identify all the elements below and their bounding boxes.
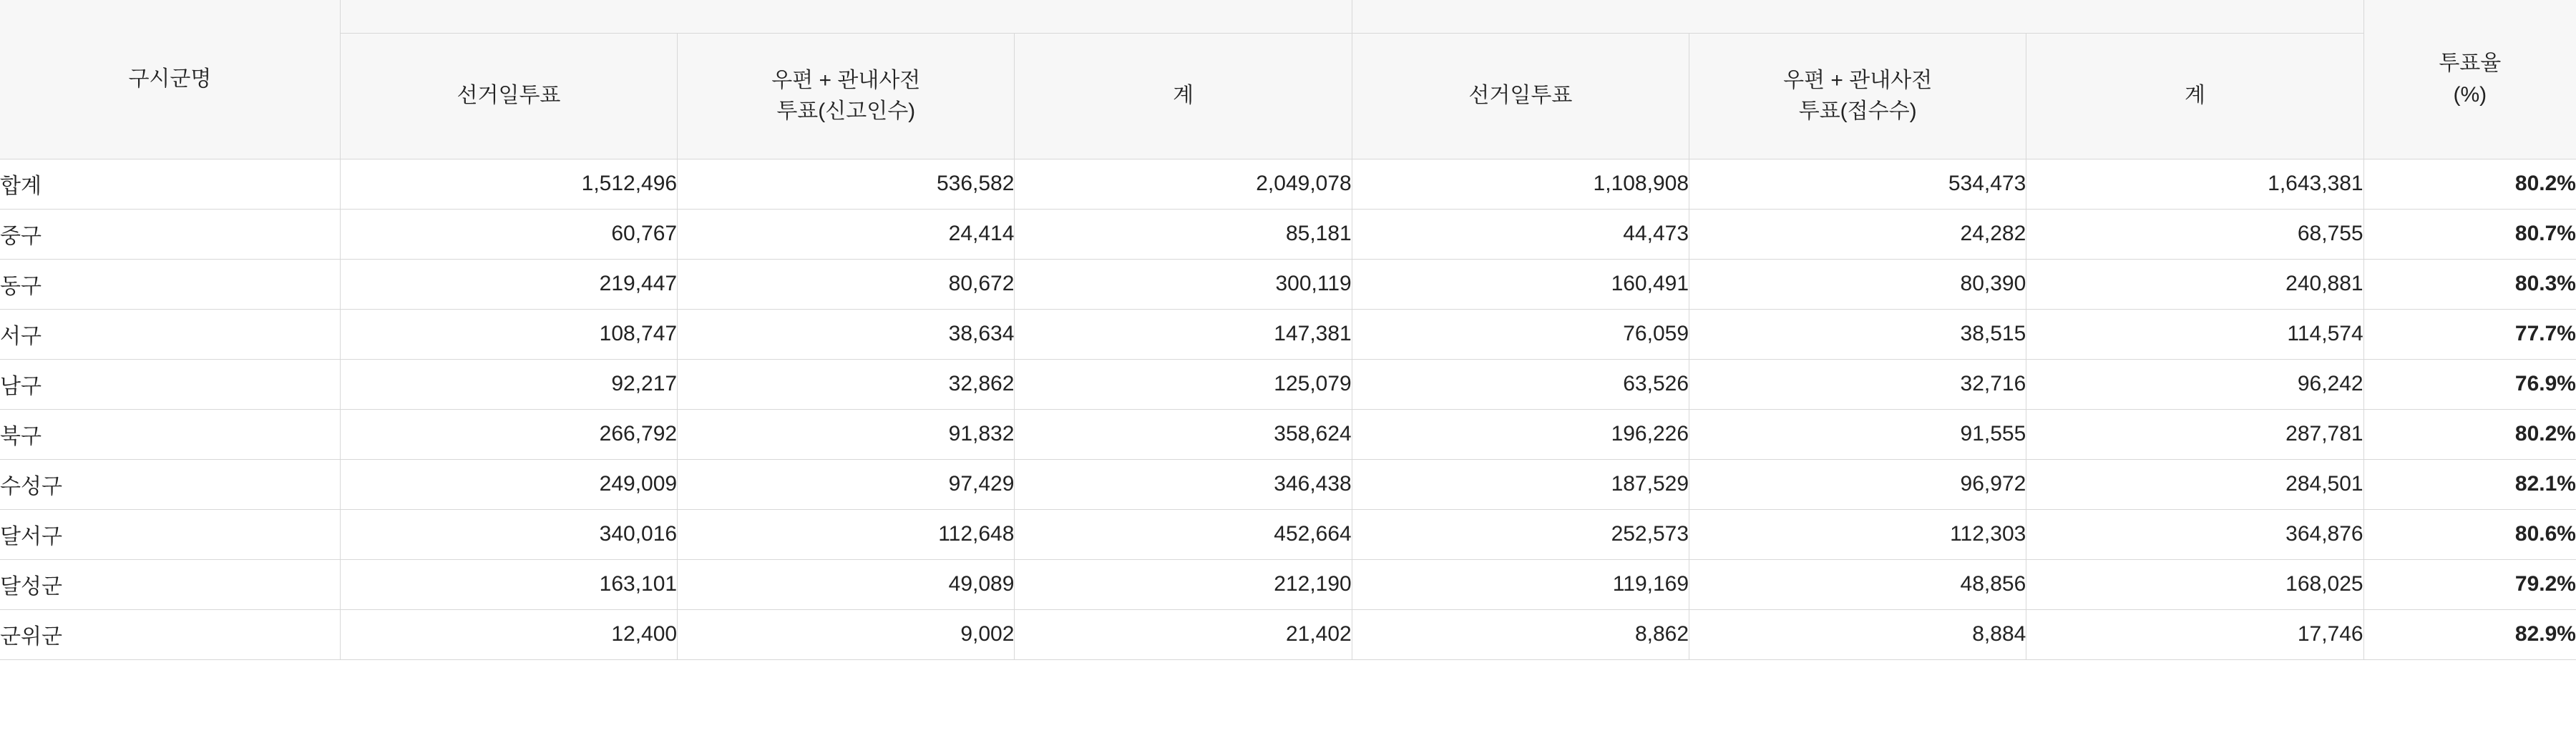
cell-turnout: 80.7%	[2363, 209, 2576, 259]
cell-region: 동구	[0, 259, 340, 309]
header-subcol-1	[678, 33, 1015, 159]
cell-value-2: 21,402	[1015, 609, 1352, 659]
table-row	[0, 359, 2576, 409]
cell-value-4: 80,390	[1689, 259, 2026, 309]
cell-value-3: 160,491	[1352, 259, 1689, 309]
header-row-subcolumns	[0, 33, 2576, 159]
cell-region: 수성구	[0, 459, 340, 509]
cell-value-3: 63,526	[1352, 359, 1689, 409]
cell-value-2: 300,119	[1015, 259, 1352, 309]
cell-turnout: 79.2%	[2363, 559, 2576, 609]
cell-region: 중구	[0, 209, 340, 259]
cell-region: 달서구	[0, 509, 340, 559]
cell-turnout: 77.7%	[2363, 309, 2576, 359]
cell-value-3: 187,529	[1352, 459, 1689, 509]
cell-value-4: 112,303	[1689, 509, 2026, 559]
cell-value-4: 32,716	[1689, 359, 2026, 409]
cell-value-4: 48,856	[1689, 559, 2026, 609]
cell-value-0: 219,447	[340, 259, 677, 309]
cell-value-5: 240,881	[2026, 259, 2363, 309]
table-row	[0, 559, 2576, 609]
cell-value-0: 108,747	[340, 309, 677, 359]
cell-value-2: 85,181	[1015, 209, 1352, 259]
cell-value-3: 252,573	[1352, 509, 1689, 559]
header-subcol-0-line1: 선거일투표	[457, 84, 561, 108]
header-subcol-2	[1015, 33, 1352, 159]
table-row	[0, 259, 2576, 309]
cell-value-3: 119,169	[1352, 559, 1689, 609]
table-row	[0, 309, 2576, 359]
cell-value-1: 536,582	[678, 159, 1015, 209]
cell-value-0: 340,016	[340, 509, 677, 559]
cell-value-2: 125,079	[1015, 359, 1352, 409]
cell-value-0: 163,101	[340, 559, 677, 609]
header-subcol-4-line1: 우편 + 관내사전	[1783, 68, 1933, 92]
table-body	[0, 159, 2576, 659]
header-row-groups	[0, 0, 2576, 33]
header-group-right	[1352, 0, 2363, 33]
cell-value-2: 346,438	[1015, 459, 1352, 509]
cell-value-4: 91,555	[1689, 409, 2026, 459]
cell-value-3: 44,473	[1352, 209, 1689, 259]
cell-turnout: 80.3%	[2363, 259, 2576, 309]
cell-value-0: 12,400	[340, 609, 677, 659]
cell-value-5: 17,746	[2026, 609, 2363, 659]
cell-value-0: 1,512,496	[340, 159, 677, 209]
cell-region: 합계	[0, 159, 340, 209]
cell-value-0: 266,792	[340, 409, 677, 459]
cell-turnout: 80.2%	[2363, 159, 2576, 209]
cell-value-2: 147,381	[1015, 309, 1352, 359]
header-subcol-4-line2: 투표(접수수)	[1798, 99, 1917, 123]
header-subcol-3	[1352, 33, 1689, 159]
header-subcol-5	[2026, 33, 2363, 159]
cell-value-1: 32,862	[678, 359, 1015, 409]
header-subcol-1-line2: 투표(신고인수)	[776, 99, 916, 123]
cell-value-1: 49,089	[678, 559, 1015, 609]
cell-value-1: 9,002	[678, 609, 1015, 659]
header-subcol-3-line1: 선거일투표	[1468, 84, 1573, 108]
table-header	[0, 0, 2576, 159]
cell-value-0: 60,767	[340, 209, 677, 259]
cell-region: 달성군	[0, 559, 340, 609]
cell-turnout: 82.9%	[2363, 609, 2576, 659]
table-row	[0, 609, 2576, 659]
cell-value-1: 112,648	[678, 509, 1015, 559]
cell-value-2: 358,624	[1015, 409, 1352, 459]
cell-value-5: 68,755	[2026, 209, 2363, 259]
cell-value-5: 364,876	[2026, 509, 2363, 559]
header-subcol-1-line1: 우편 + 관내사전	[771, 68, 921, 92]
cell-region: 북구	[0, 409, 340, 459]
cell-region: 서구	[0, 309, 340, 359]
cell-value-3: 196,226	[1352, 409, 1689, 459]
cell-value-5: 96,242	[2026, 359, 2363, 409]
cell-value-0: 249,009	[340, 459, 677, 509]
table-row	[0, 209, 2576, 259]
cell-turnout: 80.2%	[2363, 409, 2576, 459]
cell-value-3: 76,059	[1352, 309, 1689, 359]
cell-value-1: 91,832	[678, 409, 1015, 459]
cell-value-5: 114,574	[2026, 309, 2363, 359]
cell-value-4: 38,515	[1689, 309, 2026, 359]
table-row	[0, 409, 2576, 459]
cell-value-5: 1,643,381	[2026, 159, 2363, 209]
header-group-left	[340, 0, 1352, 33]
header-turnout-line2: (%)	[2453, 82, 2487, 107]
cell-value-2: 212,190	[1015, 559, 1352, 609]
table-row	[0, 159, 2576, 209]
cell-value-1: 24,414	[678, 209, 1015, 259]
cell-value-4: 24,282	[1689, 209, 2026, 259]
cell-value-4: 8,884	[1689, 609, 2026, 659]
header-subcol-4	[1689, 33, 2026, 159]
cell-turnout: 76.9%	[2363, 359, 2576, 409]
table-row	[0, 459, 2576, 509]
cell-value-2: 2,049,078	[1015, 159, 1352, 209]
cell-value-3: 8,862	[1352, 609, 1689, 659]
header-turnout	[2363, 0, 2576, 159]
cell-value-5: 168,025	[2026, 559, 2363, 609]
cell-region: 군위군	[0, 609, 340, 659]
cell-turnout: 82.1%	[2363, 459, 2576, 509]
table-row	[0, 509, 2576, 559]
header-turnout-line1: 투표율	[2439, 51, 2502, 76]
cell-value-2: 452,664	[1015, 509, 1352, 559]
cell-value-1: 80,672	[678, 259, 1015, 309]
cell-value-5: 284,501	[2026, 459, 2363, 509]
header-subcol-5-line1: 계	[2184, 84, 2205, 108]
cell-value-3: 1,108,908	[1352, 159, 1689, 209]
cell-turnout: 80.6%	[2363, 509, 2576, 559]
cell-value-4: 534,473	[1689, 159, 2026, 209]
cell-value-4: 96,972	[1689, 459, 2026, 509]
header-subcol-0	[340, 33, 677, 159]
header-subcol-2-line1: 계	[1173, 84, 1194, 108]
header-region: 구시군명	[0, 0, 340, 159]
cell-value-1: 97,429	[678, 459, 1015, 509]
cell-region: 남구	[0, 359, 340, 409]
cell-value-0: 92,217	[340, 359, 677, 409]
cell-value-1: 38,634	[678, 309, 1015, 359]
cell-value-5: 287,781	[2026, 409, 2363, 459]
